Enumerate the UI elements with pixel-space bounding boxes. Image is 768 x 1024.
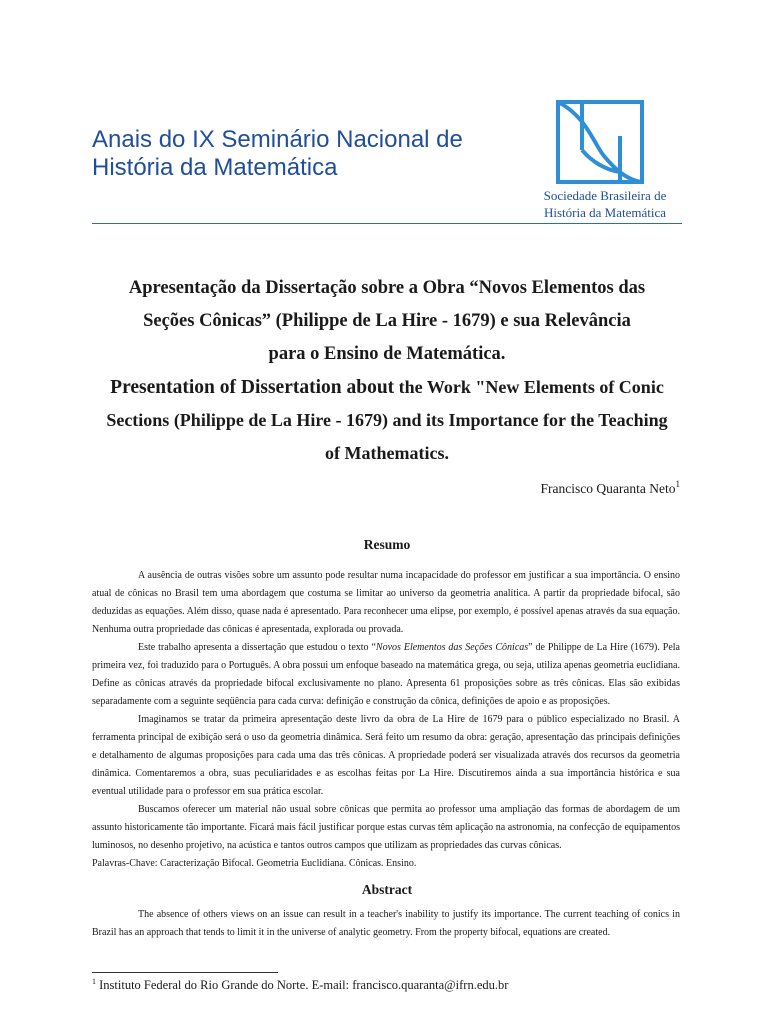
- resumo-body: [92, 567, 680, 873]
- title-pt-line1: Apresentação da Dissertação sobre a Obra “Novos Elementos das: [128, 278, 646, 298]
- title-en-line3: of Mathematics.: [325, 443, 449, 463]
- sbhmat-logo-icon: [556, 100, 644, 184]
- resumo-paragraph-4: Buscamos oferecer um material não usual sobre cônicas que permita ao professor uma ampliação das formas de abordagem de um assunto historicamente tão importante. Ficará mais fácil justificar porque estas curvas têm aplicação na astronomia, na confecção de equipamentos luminosos, no desenho projetivo, na acústica e tantos outros campos que utilizam as propriedades das curvas cônicas.: [92, 804, 680, 851]
- abstract-paragraph-1: The absence of others views on an issue can result in a teacher's inability to justify its importance. The current teaching of conics in Brazil has an approach that tends to limit it in the universe of analytic geometry. From the property bifocal, equations are created.: [92, 909, 680, 938]
- title-pt-line2: Seções Cônicas” (Philippe de La Hire - 1679) e sua Relevância: [143, 311, 631, 331]
- title-en-line2: Sections (Philippe de La Hire - 1679) and its Importance for the Teaching: [106, 410, 668, 430]
- footnote-text: Instituto Federal do Rio Grande do Norte. E-mail: francisco.quaranta@ifrn.edu.br: [96, 978, 509, 992]
- conference-title: [92, 126, 522, 182]
- resumo-p2-after: ” de Philippe de La Hire (1679). Pela primeira vez, foi traduzido para o Português. A obra possui um enfoque baseado na matemática grega, ou seja, utiliza apenas geometria euclidiana. Define as cônicas através da propriedade bifocal exclusivamente no plano. Apresenta 61 proposições sobre as três cônicas. Elas são exibidas separadamente com a seguinte seqüência para cada curva: definição e construção da cônica, definições de apoio e as proposições.: [92, 642, 681, 707]
- conference-title-line2: História da Matemática: [92, 154, 338, 181]
- footnote: [92, 978, 682, 993]
- keywords: Palavras-Chave: Caracterização Bifocal. Geometria Euclidiana. Cônicas. Ensino.: [92, 858, 417, 869]
- resumo-p2-before: Este trabalho apresenta a dissertação que estudou o texto “: [138, 642, 376, 653]
- resumo-paragraph-1: A ausência de outras visões sobre um assunto pode resultar numa incapacidade do professor em justificar a sua importância. O ensino atual de cônicas no Brasil tem uma abordagem que costuma se limitar ao universo da geometria analítica. A partir da propriedade bifocal, são deduzidas as equações. Além disso, quase nada é apresentado. Para reconhecer uma elipse, por exemplo, é possível apenas através da sua equação. Nenhuma outra propriedade das cônicas é apresentada, explorada ou provada.: [92, 570, 680, 635]
- author-line: [541, 481, 680, 497]
- title-en-lead: Presentation of Dissertation about: [110, 377, 395, 398]
- title-pt-line3: para o Ensino de Matemática.: [268, 344, 506, 364]
- society-line2: História da Matemática: [543, 205, 666, 220]
- resumo-paragraph-3: Imaginamos se tratar da primeira apresentação deste livro da obra de La Hire de 1679 para o público especializado no Brasil. A ferramenta principal de exibição será o uso da geometria dinâmica. Será feito um resumo da obra: geração, apresentação das principais definições e detalhamento de algumas proposições para cada uma das três cônicas. A propriedade poderá ser visualizada através dos recursos da geometria dinâmica. Comentaremos a obra, suas peculiaridades e as escolhas feitas por La Hire. Discutiremos ainda a sua importância histórica e sua eventual utilidade para o professor em sua prática escolar.: [92, 714, 680, 797]
- conference-title-line1: Anais do IX Seminário Nacional de: [92, 126, 463, 153]
- footnote-divider: [92, 972, 278, 973]
- title-en-rest: the Work "New Elements of Conic: [394, 377, 664, 397]
- author-footnote-mark: 1: [675, 479, 680, 489]
- resumo-heading: Resumo: [363, 537, 411, 552]
- author-name: Francisco Quaranta Neto: [540, 481, 676, 496]
- society-line1: Sociedade Brasileira de: [543, 188, 667, 203]
- resumo-paragraph-2: [92, 639, 680, 711]
- header-divider: [92, 223, 682, 224]
- abstract-body: [92, 906, 680, 942]
- society-name: [530, 187, 680, 221]
- footnote-mark: 1: [92, 977, 96, 986]
- abstract-heading: Abstract: [361, 882, 413, 897]
- resumo-p2-book-title: Novos Elementos das Seções Cônicas: [375, 642, 529, 653]
- title-en-line1: [92, 371, 682, 404]
- paper-title: [92, 272, 682, 470]
